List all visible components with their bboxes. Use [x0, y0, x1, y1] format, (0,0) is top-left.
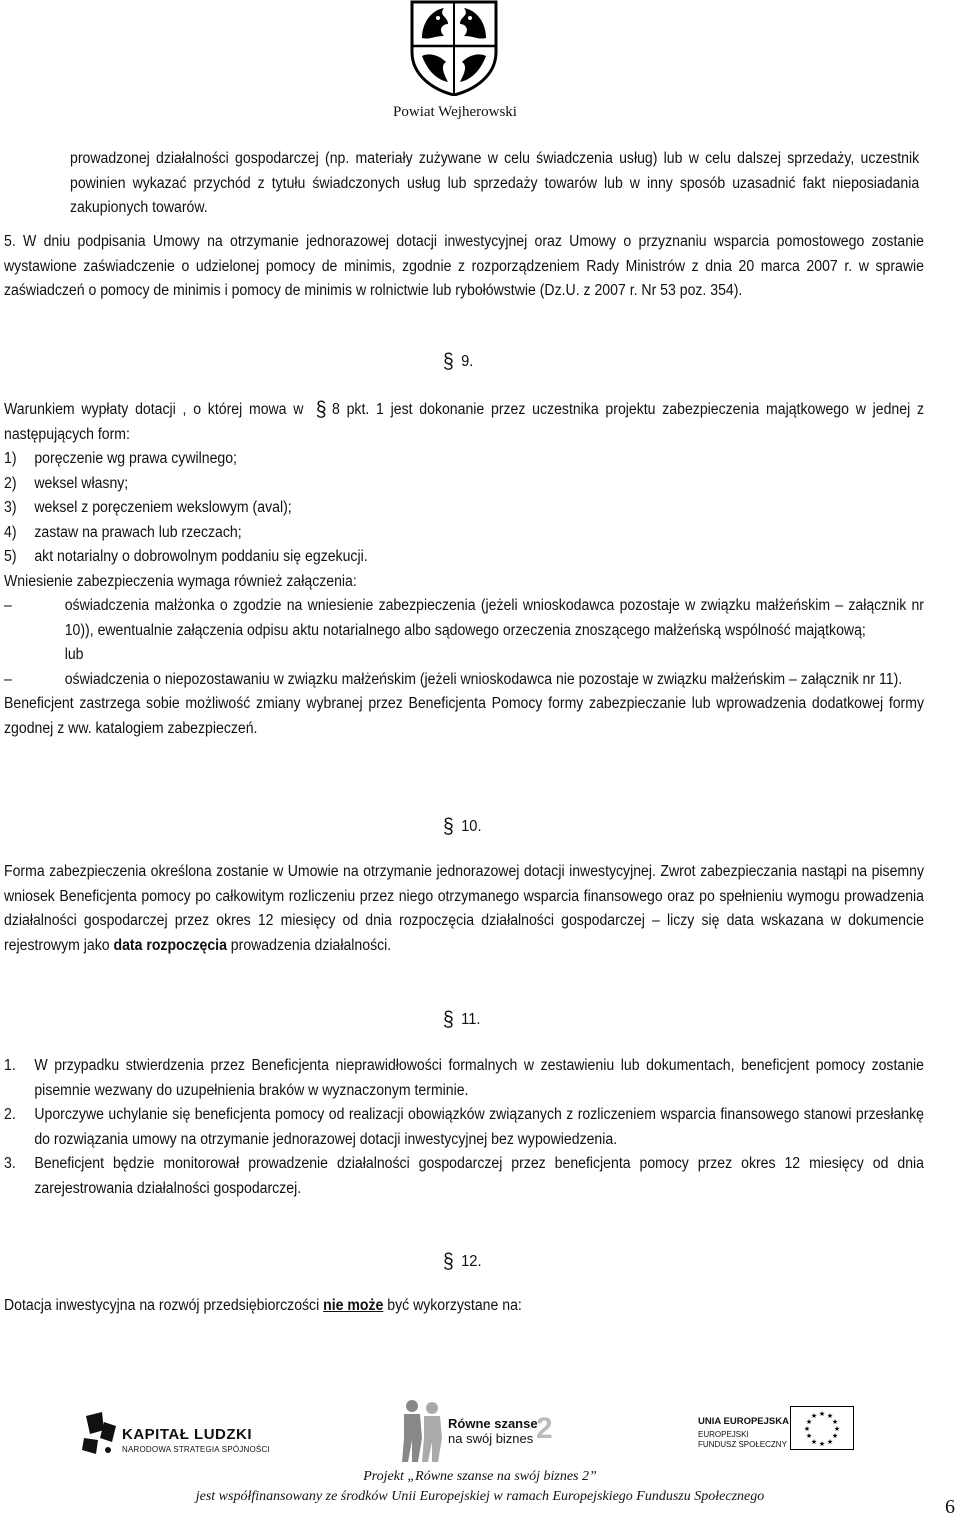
list-item	[4, 472, 924, 497]
footer-funding-line: jest współfinansowany ze środków Unii Europejskiej w ramach Europejskiego Funduszu Społecznego	[195, 1489, 765, 1504]
list-number: 3)	[4, 499, 17, 516]
svg-text:★: ★	[833, 1425, 841, 1433]
attachment-item	[4, 594, 924, 643]
section-symbol: §	[443, 350, 454, 373]
svg-text:★: ★	[826, 1438, 834, 1446]
list-item	[4, 1054, 924, 1103]
list-item	[4, 545, 924, 570]
section-symbol: §	[443, 1008, 454, 1031]
svg-text:★: ★	[810, 1438, 818, 1446]
kapital-ludzki-logo	[82, 1410, 272, 1460]
svg-text:★: ★	[831, 1432, 839, 1440]
svg-text:★: ★	[810, 1412, 818, 1420]
section-symbol: §	[443, 1250, 454, 1273]
list-number: 2)	[4, 474, 17, 492]
dash-bullet: –	[4, 597, 12, 614]
sec12-before: Dotacja inwestycyjna na rozwój przedsiębiorczości	[4, 1297, 320, 1314]
section-12-heading	[443, 1250, 482, 1274]
sec9-intro-ref: 8 pkt. 1 jest dokonanie przez uczestnika projektu zabezpieczenia majątkowego w jednej z następujących form:	[4, 401, 925, 443]
rowne-szanse-logo	[398, 1398, 568, 1462]
list-number: 3.	[4, 1155, 16, 1172]
eu-line-2: EUROPEJSKI	[698, 1430, 749, 1439]
list-number: 5)	[4, 548, 17, 565]
section-11-heading	[443, 1008, 480, 1032]
rs-line-2: na swój biznes	[448, 1431, 534, 1446]
list-text: weksel własny;	[34, 474, 129, 492]
list-item	[4, 447, 924, 472]
svg-text:★: ★	[818, 1440, 826, 1448]
section-9-heading	[443, 350, 473, 374]
svg-text:★: ★	[805, 1418, 813, 1426]
attachments-intro: Wniesienie zabezpieczenia wymaga również załączenia:	[4, 572, 357, 590]
sec12-text	[4, 1294, 924, 1319]
list-text: akt notarialny o dobrowolnym poddaniu się egzekucji.	[34, 548, 368, 565]
continuation-paragraph	[70, 147, 919, 221]
section-10-heading	[443, 815, 482, 839]
eu-line-3: FUNDUSZ SPOŁECZNY	[698, 1440, 787, 1449]
list-text: poręczenie wg prawa cywilnego;	[34, 450, 237, 467]
kl-subtitle: NARODOWA STRATEGIA SPÓJNOŚCI	[122, 1445, 270, 1454]
sec12-emphasis: nie może	[323, 1297, 384, 1314]
section-number: 11.	[461, 1011, 481, 1028]
section-number: 12.	[461, 1253, 482, 1270]
svg-text:★: ★	[826, 1412, 834, 1420]
or-row	[4, 643, 924, 668]
section-11-body	[4, 1054, 924, 1201]
attachment-item	[4, 668, 924, 693]
sec9-closing: Beneficjent zastrzega sobie możliwość zmiany wybranej przez Beneficjenta Pomocy formy zabezpieczanie lub wprowadzenia dodatkowej formy zgodnej z ww. katalogiem zabezpieczeń.	[4, 695, 924, 737]
list-item	[4, 496, 924, 521]
kl-title: KAPITAŁ LUDZKI	[122, 1426, 253, 1443]
kapital-ludzki-icon	[82, 1412, 118, 1454]
list-text: Beneficjent będzie monitorował prowadzenie działalności gospodarczej przez beneficjenta pomocy przez okres 12 miesięcy od dnia zarejestrowania działalności gospodarczej.	[34, 1155, 925, 1197]
list-number: 4)	[4, 523, 17, 541]
rs-number: 2	[536, 1412, 553, 1445]
attachment-text: oświadczenia małżonka o zgodzie na wniesienie zabezpieczenia (jeżeli wnioskodawca pozostaje w związku małżeńskim – załącznik nr 10)), ewentualnie załączenia odpisu aktu notarialnego albo sądowego orzeczenia znoszącego małżeńską wspólność majątkową;	[64, 597, 925, 639]
list-text: zastaw na prawach lub rzeczach;	[34, 523, 242, 541]
list-item	[4, 1103, 924, 1152]
sec12-after: być wykorzystane na:	[387, 1297, 522, 1314]
list-text: Uporczywe uchylanie się beneficjenta pomocy od realizacji obowiązków związanych z rozliczeniem wsparcia finansowego stanowi przesłankę do rozwiązania umowy na otrzymanie jednorazowej dotacji inwestycyjnej bez wypowiedzenia.	[34, 1106, 925, 1148]
list-number: 2.	[4, 1106, 16, 1123]
list-text: weksel z poręczeniem wekslowym (aval);	[34, 499, 292, 516]
sec10-text	[4, 860, 924, 958]
footer-project-line: Projekt „Równe szanse na swój biznes 2”	[363, 1469, 597, 1484]
svg-text:★: ★	[831, 1418, 839, 1426]
continuation-text: prowadzonej działalności gospodarczej (np. materiały zużywane w celu świadczenia usług) lub w celu dalszej sprzedaży, uczestnik powinien wykazać przychód z tytułu świadczonych usług lub sprzedaży towarów lub w inny sposób uzasadnić fakt nieposiadania zakupionych towarów.	[70, 150, 920, 216]
svg-text:★: ★	[805, 1432, 813, 1440]
sec10-text-after: prowadzenia działalności.	[230, 936, 392, 954]
page-number: 6	[945, 1496, 955, 1518]
eu-flag-icon	[790, 1406, 854, 1450]
section-9-intro	[4, 398, 924, 447]
sec9-intro-text: Warunkiem wypłaty dotacji , o której mowa w	[4, 401, 304, 418]
eu-logo	[698, 1402, 878, 1458]
list-number: 1.	[4, 1057, 16, 1074]
rs-line-1: Równe szanse	[448, 1416, 538, 1431]
section-9-body	[4, 398, 924, 741]
list-item	[4, 1152, 924, 1201]
people-silhouette-icon	[398, 1398, 446, 1462]
point-5-text: 5. W dniu podpisania Umowy na otrzymanie jednorazowej dotacji inwestycyjnej oraz Umowy o przyznaniu wsparcia pomostowego zostanie wystawione zaświadczenie o udzielonej pomocy de minimis, zgodnie z rozporządzeniem Rady Ministrów z dnia 20 marca 2007 r. w sprawie zaświadczeń o pomocy de minimis i pomocy de minimis w rolnictwie lub rybołówstwie (Dz.U. z 2007 r. Nr 53 poz. 354).	[4, 233, 924, 299]
section-12-body	[4, 1294, 924, 1319]
attachment-text: oświadczenia o niepozostawaniu w związku małżeńskim (jeżeli wnioskodawca nie pozostaje w związku małżeńskim – załącznik nr 11).	[64, 670, 903, 688]
list-item	[4, 521, 924, 546]
section-10-body	[4, 860, 924, 958]
svg-text:★: ★	[818, 1410, 826, 1418]
eu-line-1: UNIA EUROPEJSKA	[698, 1416, 789, 1427]
sec10-bold: data rozpoczęcia	[113, 936, 227, 954]
dash-bullet: –	[4, 670, 12, 688]
section-symbol: §	[443, 815, 454, 838]
list-text: W przypadku stwierdzenia przez Beneficjenta nieprawidłowości formalnych w zestawieniu lub dokumentach, beneficjent pomocy zostanie pisemnie wezwany do uzupełnienia braków w wyznaczonym terminie.	[34, 1057, 925, 1099]
section-number: 9.	[461, 353, 474, 370]
point-5-paragraph	[4, 230, 924, 304]
section-number: 10.	[461, 818, 482, 835]
org-name: Powiat Wejherowski	[393, 104, 517, 120]
list-number: 1)	[4, 450, 17, 467]
coat-of-arms-icon	[408, 0, 500, 96]
sec10-text-before: Forma zabezpieczenia określona zostanie w Umowie na otrzymanie jednorazowej dotacji inwestycyjnej. Zwrot zabezpieczania nastąpi na pisemny wniosek Beneficjenta pomocy po całkowitym rozliczeniu przez niego otrzymanego wsparcia finansowego oraz po spełnieniu wymogu prowadzenia działalności gospodarczej przez okres 12 miesięcy od dnia rozpoczęcia działalności gospodarczej – liczy się data wskazana w dokumencie rejestrowym jako	[4, 863, 924, 954]
section-symbol: §	[315, 398, 327, 421]
svg-text:★: ★	[803, 1425, 811, 1433]
or-text: lub	[64, 646, 84, 663]
